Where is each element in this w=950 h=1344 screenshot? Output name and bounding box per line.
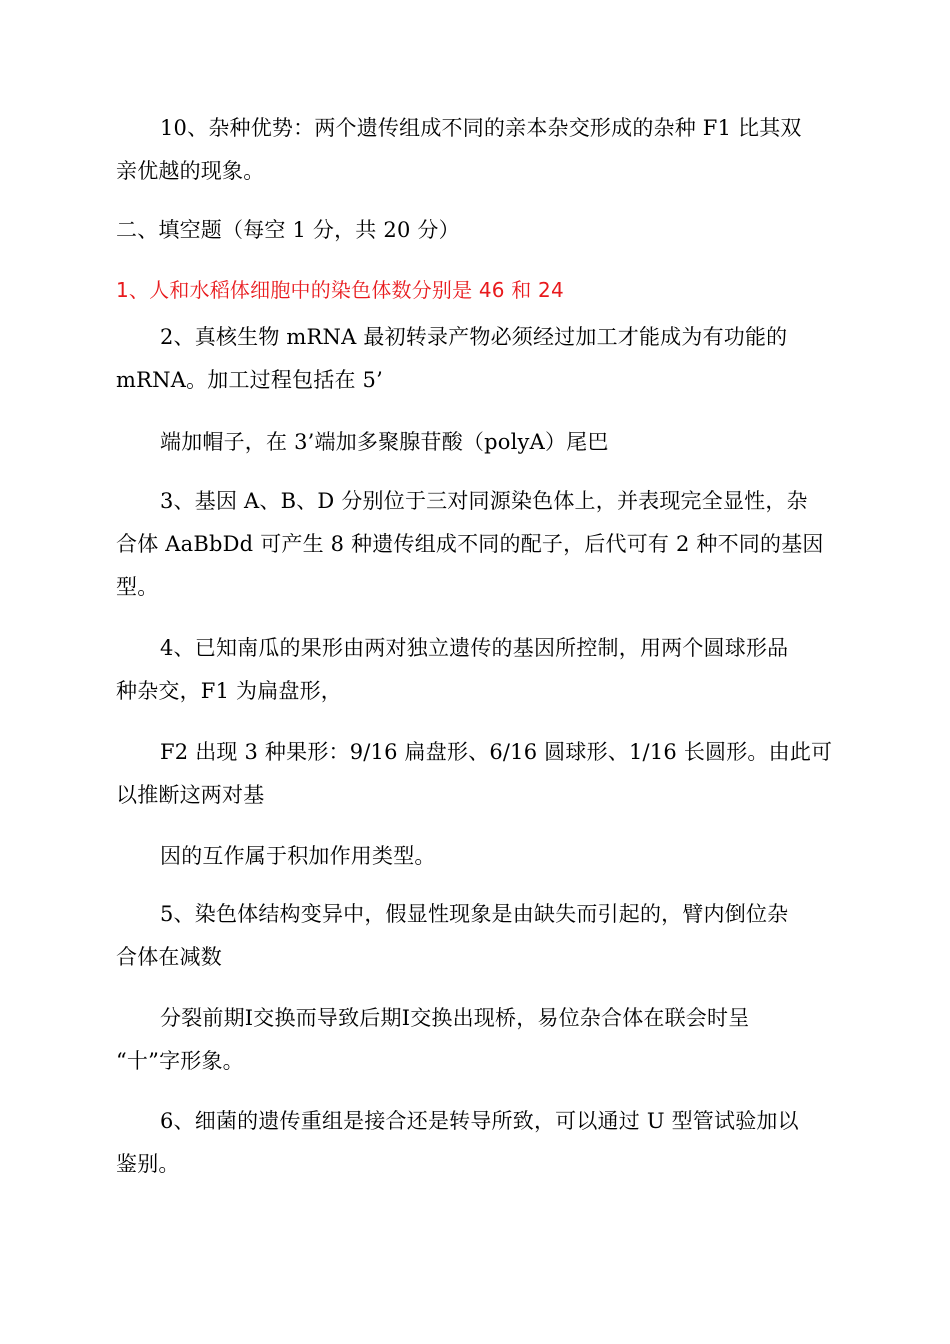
question-3-line-1: 3、基因 A、B、D 分别位于三对同源染色体上，并表现完全显性，杂 <box>160 489 808 513</box>
question-4-line-4: 以推断这两对基 <box>116 783 265 807</box>
question-4-line-2: 种杂交，F1 为扁盘形， <box>116 679 343 703</box>
question-2-line-3: 端加帽子，在 3’端加多聚腺苷酸（polyA）尾巴 <box>160 430 609 454</box>
question-4-line-1: 4、已知南瓜的果形由两对独立遗传的基因所控制，用两个圆球形品 <box>160 636 789 660</box>
paragraph-10-line-2: 亲优越的现象。 <box>116 159 265 183</box>
question-5-line-1: 5、染色体结构变异中，假显性现象是由缺失而引起的，臂内倒位杂 <box>160 902 789 926</box>
section-heading-fill-in: 二、填空题（每空 1 分，共 20 分） <box>116 218 460 242</box>
question-4-line-3: F2 出现 3 种果形：9/16 扁盘形、6/16 圆球形、1/16 长圆形。由此可 <box>160 740 833 764</box>
question-6-line-2: 鉴别。 <box>116 1152 180 1176</box>
question-2-line-2: mRNA。加工过程包括在 5’ <box>116 368 383 392</box>
question-2-line-1: 2、真核生物 mRNA 最初转录产物必须经过加工才能成为有功能的 <box>160 325 788 349</box>
question-5-line-2: 合体在减数 <box>116 945 222 969</box>
question-1-highlighted: 1、人和水稻体细胞中的染色体数分别是 46 和 24 <box>116 278 564 302</box>
question-5-line-4: “十”字形象。 <box>116 1049 244 1073</box>
question-4-line-5: 因的互作属于积加作用类型。 <box>160 844 436 868</box>
question-3-line-3: 型。 <box>116 575 159 599</box>
paragraph-10-line-1: 10、杂种优势：两个遗传组成不同的亲本杂交形成的杂种 F1 比其双 <box>160 116 802 140</box>
question-5-line-3: 分裂前期Ⅰ交换而导致后期Ⅰ交换出现桥，易位杂合体在联会时呈 <box>160 1006 750 1030</box>
question-6-line-1: 6、细菌的遗传重组是接合还是转导所致，可以通过 U 型管试验加以 <box>160 1109 799 1133</box>
question-3-line-2: 合体 AaBbDd 可产生 8 种遗传组成不同的配子，后代可有 2 种不同的基因 <box>116 532 824 556</box>
